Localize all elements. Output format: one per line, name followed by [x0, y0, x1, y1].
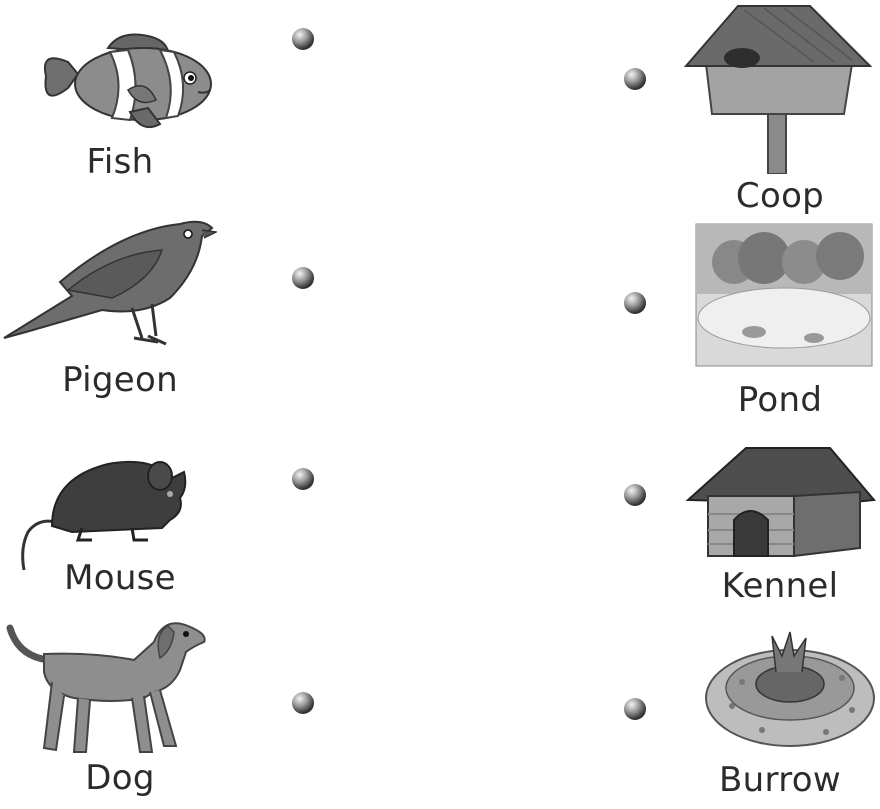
animal-label-mouse: Mouse — [64, 558, 176, 598]
animal-label-pigeon: Pigeon — [62, 360, 178, 400]
kennel-icon — [684, 444, 878, 562]
home-label-pond: Pond — [737, 380, 823, 420]
pigeon-icon — [2, 210, 217, 350]
home-label-kennel: Kennel — [721, 566, 839, 606]
animal-match-dot-dog[interactable] — [292, 692, 314, 714]
animal-match-dot-fish[interactable] — [292, 28, 314, 50]
burrow-icon — [702, 626, 878, 750]
animal-label-dog: Dog — [85, 758, 155, 798]
pond-icon — [694, 222, 874, 368]
birdhouse-icon — [684, 2, 874, 174]
animal-match-dot-mouse[interactable] — [292, 468, 314, 490]
fish-icon — [38, 28, 218, 136]
home-match-dot-burrow[interactable] — [624, 698, 646, 720]
home-match-dot-coop[interactable] — [624, 68, 646, 90]
animal-match-dot-pigeon[interactable] — [292, 267, 314, 289]
home-match-dot-kennel[interactable] — [624, 484, 646, 506]
home-label-coop: Coop — [735, 176, 825, 216]
home-match-dot-pond[interactable] — [624, 292, 646, 314]
animal-label-fish: Fish — [86, 142, 154, 182]
home-label-burrow: Burrow — [719, 760, 841, 800]
dog-icon — [4, 612, 214, 762]
